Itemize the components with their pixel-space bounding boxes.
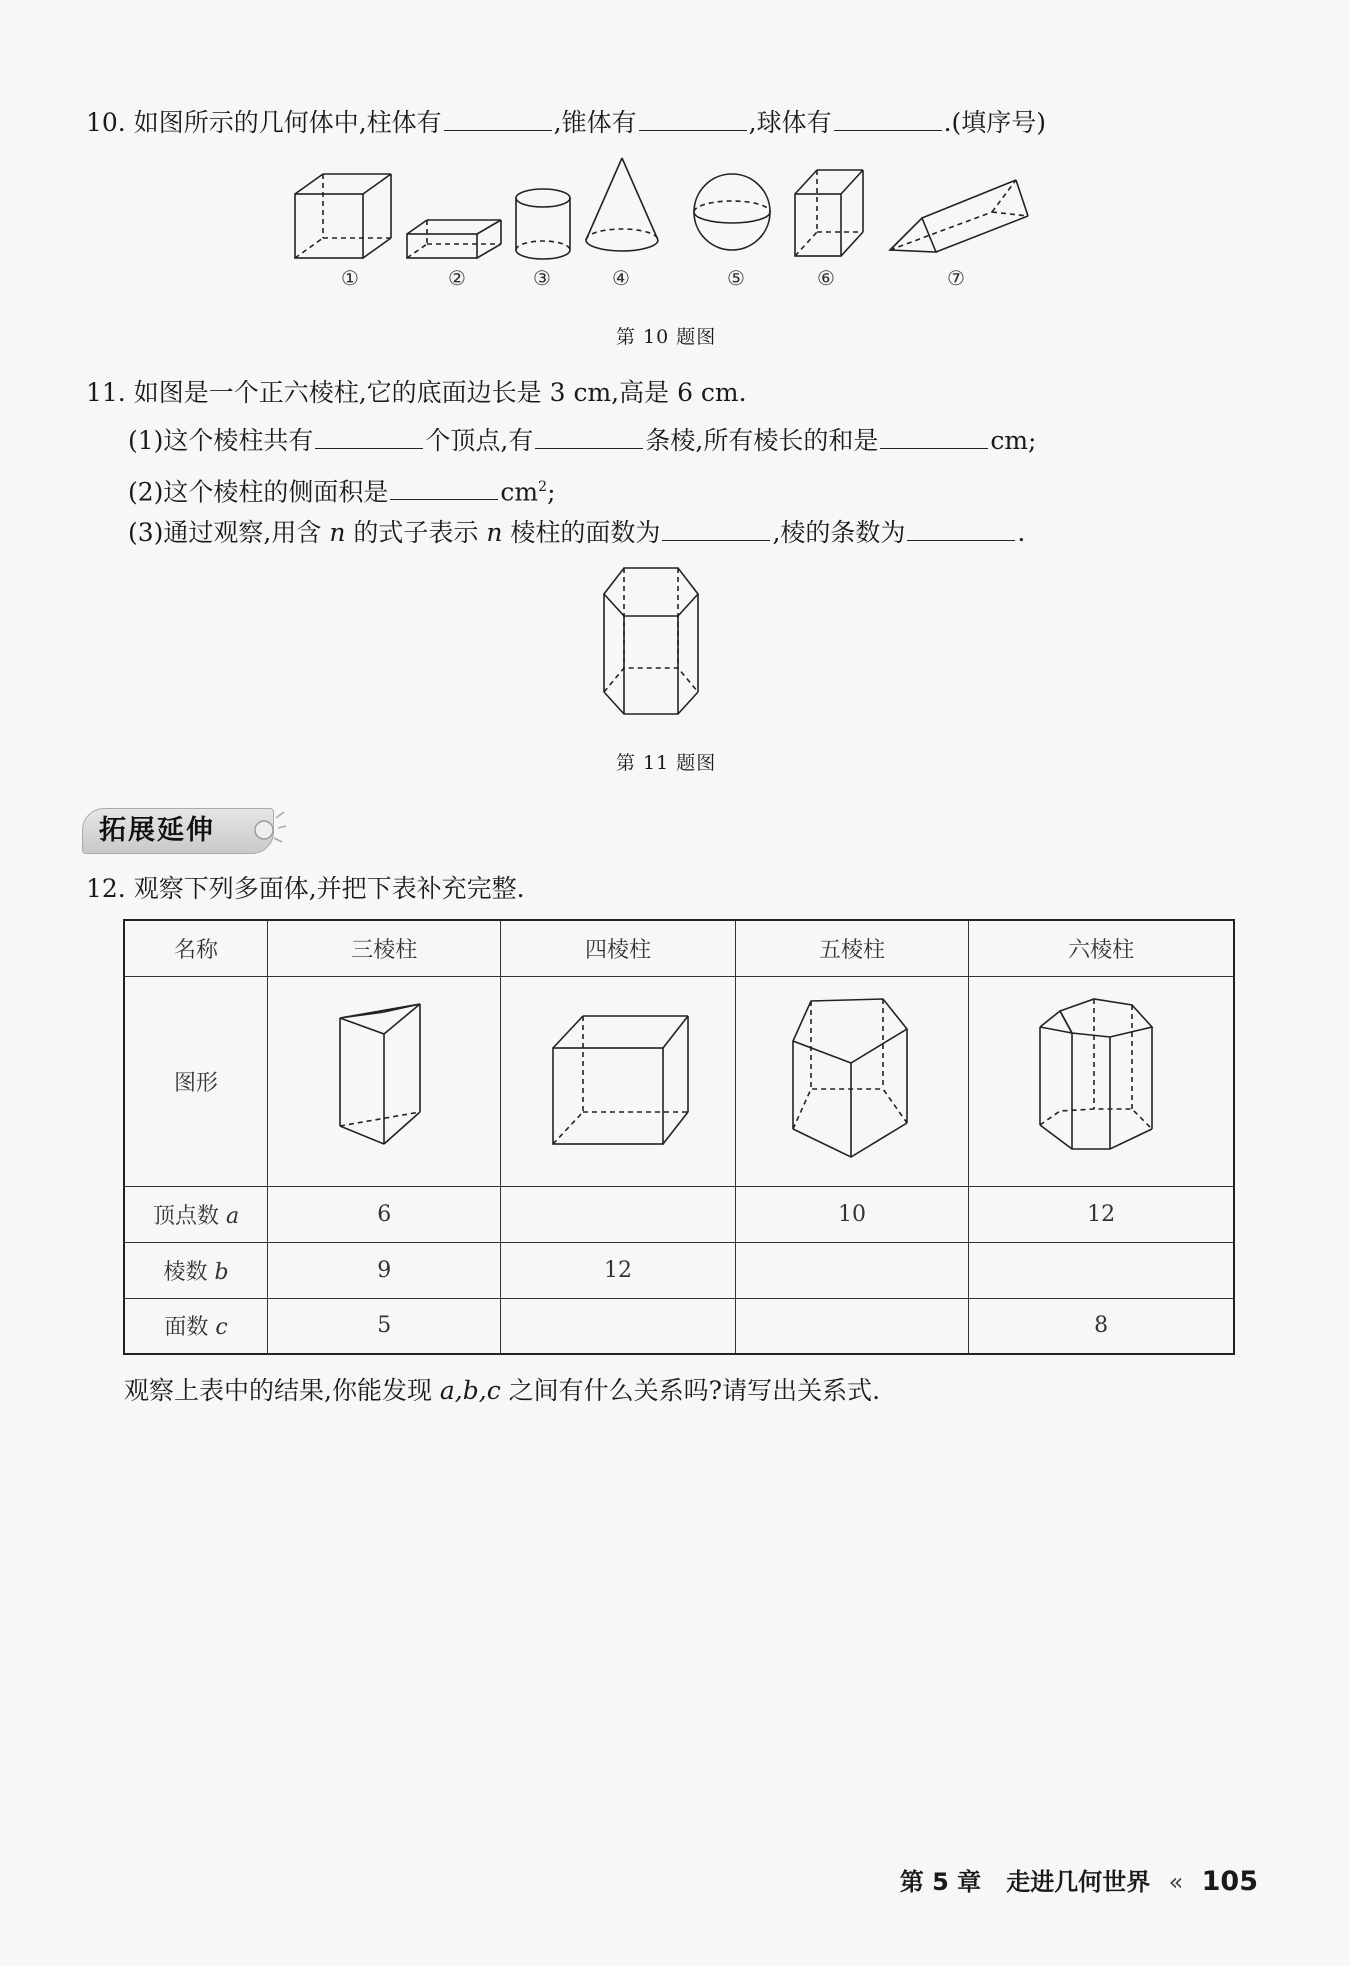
q10-label-7: ⑦ xyxy=(947,266,965,290)
row-label-vertices xyxy=(124,1186,268,1242)
q11-s1-text-b: 个顶点,有 xyxy=(425,426,534,455)
q10-number: 10. xyxy=(86,108,126,137)
q12-followup-text-a: 观察上表中的结果,你能发现 xyxy=(124,1376,432,1405)
q11-s3-text-c: 棱柱的面数为 xyxy=(510,518,661,547)
q12-followup-vars: a,b,c xyxy=(439,1376,501,1405)
q11-number: 11. xyxy=(86,378,126,407)
footer-title: 走进几何世界 xyxy=(1006,1868,1151,1896)
table-header-quadrangular: 四棱柱 xyxy=(501,920,735,976)
cell-vertices-quadrangular[interactable] xyxy=(501,1186,735,1242)
quadrangular-prism-table-figure xyxy=(543,1008,693,1148)
triangular-prism-figure xyxy=(890,180,1028,252)
sphere-figure xyxy=(694,174,770,250)
q11-s2-text-a: (2)这个棱柱的侧面积是 xyxy=(128,477,389,507)
vertices-label: 顶点数 xyxy=(152,1203,219,1229)
q10-blank-sphere[interactable] xyxy=(834,106,942,131)
cell-vertices-triangular: 6 xyxy=(268,1186,501,1242)
table-figure-hexagonal xyxy=(969,976,1234,1186)
table-figure-pentagonal xyxy=(735,976,969,1186)
q11-s3-var-n: n xyxy=(329,518,346,547)
cell-edges-hexagonal[interactable] xyxy=(969,1242,1234,1298)
cell-vertices-hexagonal: 12 xyxy=(969,1186,1234,1242)
q10-text-3: ,球体有 xyxy=(748,108,832,137)
lightbulb-icon xyxy=(248,808,288,852)
q10-blank-prism[interactable] xyxy=(444,106,552,131)
table-header-row xyxy=(124,920,1234,976)
table-figure-row xyxy=(124,976,1234,1186)
q11-s1-text-a: (1)这个棱柱共有 xyxy=(128,426,314,455)
section-banner-title: 拓展延伸 xyxy=(99,815,215,846)
q11-blank-edge-count[interactable] xyxy=(907,516,1015,541)
edges-var: b xyxy=(214,1259,229,1285)
cell-faces-triangular: 5 xyxy=(268,1298,501,1354)
q11-s3-text-e: . xyxy=(1017,518,1026,547)
q11-blank-edges[interactable] xyxy=(535,424,643,449)
q10-text-1: 如图所示的几何体中,柱体有 xyxy=(133,108,442,137)
table-row-edges xyxy=(124,1242,1234,1298)
table-figure-triangular xyxy=(268,976,501,1186)
table-row-vertices xyxy=(124,1186,1234,1242)
cone-figure xyxy=(586,158,658,251)
q11-s1-text-c: 条棱,所有棱长的和是 xyxy=(645,426,879,455)
q11-text: 如图是一个正六棱柱,它的底面边长是 3 cm,高是 6 cm. xyxy=(133,378,747,407)
cell-edges-quadrangular: 12 xyxy=(501,1242,735,1298)
q11-s3-text-d: ,棱的条数为 xyxy=(772,518,906,547)
q10-label-4: ④ xyxy=(612,266,630,290)
q12-statement xyxy=(86,872,525,906)
table-row-faces xyxy=(124,1298,1234,1354)
q11-s3-var-n-2: n xyxy=(486,518,503,547)
q11-s2-sup: 2 xyxy=(538,479,548,495)
hexagonal-prism-table-figure xyxy=(1036,993,1166,1163)
q10-caption: 第 10 题图 xyxy=(616,326,717,348)
question-10 xyxy=(86,106,1046,140)
triangular-prism-table-figure xyxy=(324,998,444,1158)
q10-label-5: ⑤ xyxy=(727,266,745,290)
vertices-var: a xyxy=(225,1203,240,1229)
row-label-edges xyxy=(124,1242,268,1298)
edges-label: 棱数 xyxy=(163,1259,208,1285)
cube-figure xyxy=(295,174,391,258)
page-footer xyxy=(900,1862,1258,1897)
q11-s3-text-b: 的式子表示 xyxy=(353,518,479,547)
q11-blank-faces[interactable] xyxy=(662,516,770,541)
q10-label-1: ① xyxy=(341,266,359,290)
cell-edges-pentagonal[interactable] xyxy=(735,1242,969,1298)
hexagonal-prism-figure xyxy=(590,560,730,720)
faces-label: 面数 xyxy=(164,1315,209,1341)
q11-sub-1 xyxy=(128,424,1036,458)
table-header-pentagonal: 五棱柱 xyxy=(735,920,969,976)
polyhedra-table xyxy=(123,919,1235,1355)
cylinder-figure xyxy=(516,189,570,259)
q10-label-2: ② xyxy=(448,266,466,290)
table-header-name: 名称 xyxy=(124,920,268,976)
table-figure-quadrangular xyxy=(501,976,735,1186)
cell-edges-triangular: 9 xyxy=(268,1242,501,1298)
row-label-faces xyxy=(124,1298,268,1354)
section-banner xyxy=(82,808,274,854)
cell-faces-quadrangular[interactable] xyxy=(501,1298,735,1354)
q11-sub-3 xyxy=(128,516,1025,550)
q10-figures xyxy=(280,150,1050,265)
faces-var: c xyxy=(215,1315,228,1341)
q12-number: 12. xyxy=(86,874,126,903)
q10-text-2: ,锥体有 xyxy=(553,108,637,137)
q11-sub-2 xyxy=(128,470,556,509)
table-header-hexagonal: 六棱柱 xyxy=(969,920,1234,976)
q12-followup xyxy=(124,1374,880,1408)
table-figure-label: 图形 xyxy=(124,976,268,1186)
q10-blank-cone[interactable] xyxy=(639,106,747,131)
q11-blank-edge-sum[interactable] xyxy=(880,424,988,449)
q11-caption: 第 11 题图 xyxy=(616,752,717,774)
footer-chapter: 第 5 章 xyxy=(899,1868,982,1896)
q11-blank-lateral-area[interactable] xyxy=(390,475,498,500)
cell-faces-pentagonal[interactable] xyxy=(735,1298,969,1354)
table-header-triangular: 三棱柱 xyxy=(268,920,501,976)
q12-text: 观察下列多面体,并把下表补充完整. xyxy=(133,874,525,903)
footer-arrow-icon: « xyxy=(1168,1868,1184,1896)
q11-blank-vertices[interactable] xyxy=(315,424,423,449)
q11-s2-text-c: ; xyxy=(547,477,556,507)
q12-followup-text-b: 之间有什么关系吗?请写出关系式. xyxy=(508,1376,881,1405)
q11-s3-text-a: (3)通过观察,用含 xyxy=(128,518,322,547)
cell-faces-hexagonal: 8 xyxy=(969,1298,1234,1354)
cell-vertices-pentagonal: 10 xyxy=(735,1186,969,1242)
q10-text-4: .(填序号) xyxy=(943,108,1047,137)
tall-cuboid-figure xyxy=(795,170,863,256)
page-number: 105 xyxy=(1201,1866,1258,1897)
pentagonal-prism-table-figure xyxy=(787,993,917,1163)
q11-s1-text-d: cm; xyxy=(990,426,1037,455)
q11-s2-unit: cm xyxy=(500,477,539,507)
flat-cuboid-figure xyxy=(407,220,501,258)
q10-label-6: ⑥ xyxy=(817,266,835,290)
q10-label-3: ③ xyxy=(533,266,551,290)
q11-statement xyxy=(86,376,747,410)
